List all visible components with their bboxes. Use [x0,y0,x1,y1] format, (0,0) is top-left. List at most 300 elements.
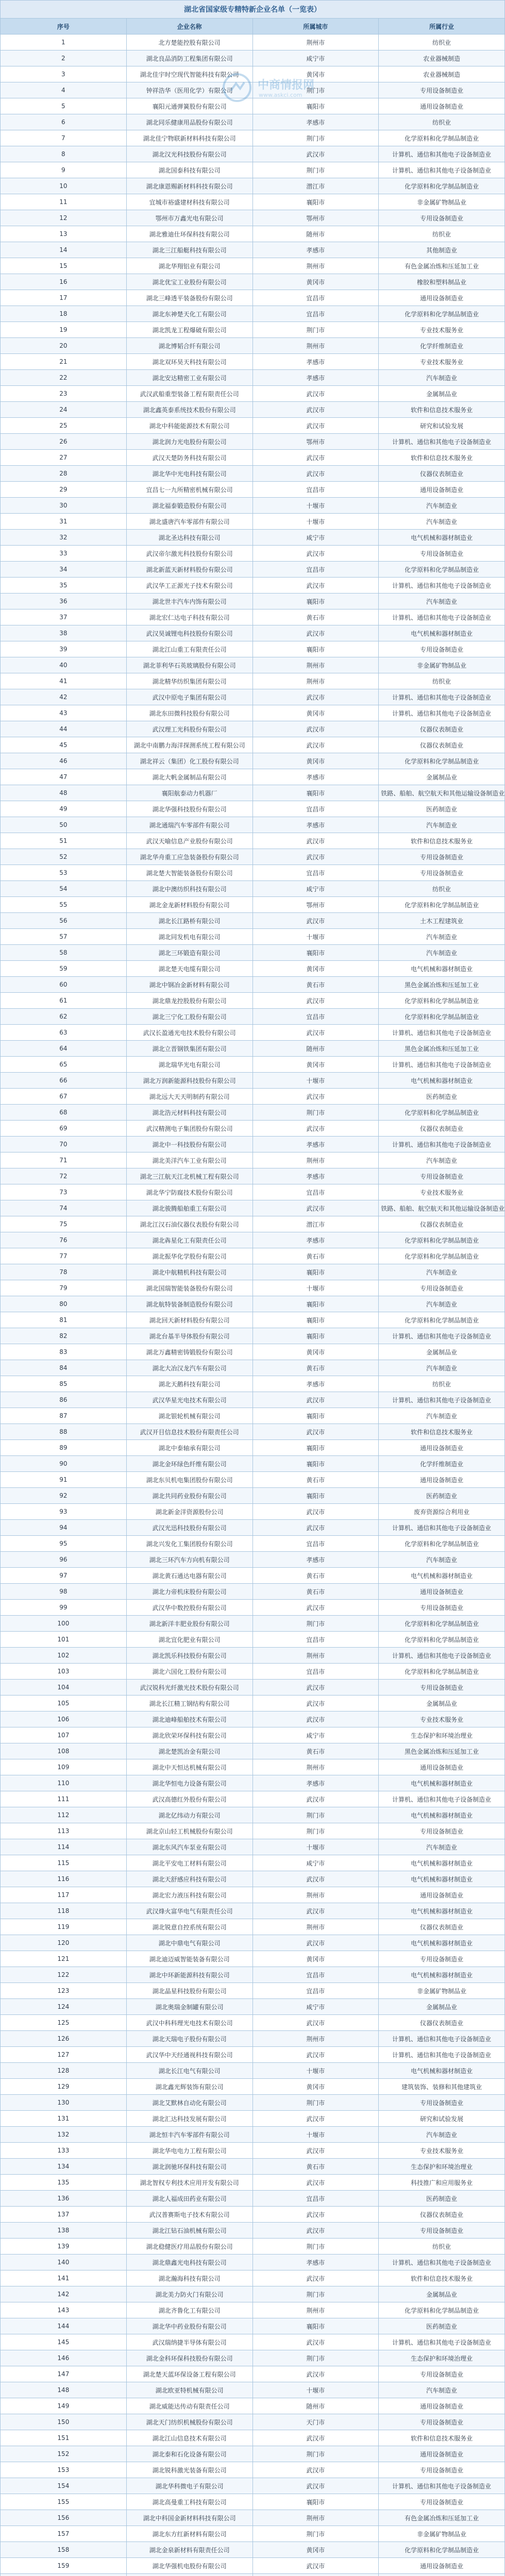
cell-company-name: 湖北三峰透平装备股份有限公司 [126,290,252,306]
table-row [1,2063,505,2079]
cell-city: 咸宁市 [252,1727,379,1743]
cell-industry: 专用设备制造业 [379,2366,505,2382]
table-row [1,1983,505,1999]
cell-industry: 研究和试验发展 [379,2111,505,2127]
cell-city: 武汉市 [252,546,379,562]
cell-index: 126 [1,2031,127,2047]
cell-city: 武汉市 [252,1504,379,1520]
cell-index: 80 [1,1296,127,1312]
cell-industry: 黑色金属冶炼和压延加工业 [379,1743,505,1759]
cell-index: 46 [1,753,127,769]
cell-city: 宜昌市 [252,290,379,306]
cell-industry: 生态保护和环境治理业 [379,1727,505,1743]
cell-index: 36 [1,594,127,609]
cell-company-name: 湖北安达精密工业有限公司 [126,370,252,386]
cell-index: 15 [1,258,127,274]
table-row [1,210,505,226]
cell-city: 十堰市 [252,498,379,514]
cell-city: 武汉市 [252,2334,379,2350]
cell-company-name: 襄阳元通弹簧股份有限公司 [126,98,252,114]
cell-city: 荆州市 [252,2510,379,2526]
cell-industry: 橡胶和塑料制品业 [379,274,505,290]
cell-company-name: 武汉中科科理光电技术有限公司 [126,2015,252,2031]
cell-industry: 计算机、通信和其他电子设备制造业 [379,2255,505,2270]
cell-industry: 其他制造业 [379,242,505,258]
cell-index: 146 [1,2350,127,2366]
cell-city: 武汉市 [252,1680,379,1696]
cell-industry: 仪器仪表制造业 [379,1919,505,1935]
table-row [1,1344,505,1360]
table-row [1,546,505,562]
cell-index: 99 [1,1600,127,1616]
cell-city: 武汉市 [252,1935,379,1951]
table-row [1,306,505,322]
cell-company-name: 湖北中泰轴承有限公司 [126,1440,252,1456]
cell-company-name: 湖北黄石通达电器有限公司 [126,1568,252,1584]
cell-index: 120 [1,1935,127,1951]
cell-company-name: 湖北航特装备制造股份有限公司 [126,1296,252,1312]
cell-city: 荆州市 [252,657,379,673]
cell-industry: 电气机械和器材制造业 [379,1073,505,1089]
cell-city: 荆州市 [252,1887,379,1903]
cell-city: 武汉市 [252,2047,379,2063]
cell-city: 咸宁市 [252,1999,379,2015]
cell-industry: 专用设备制造业 [379,1951,505,1967]
cell-index: 60 [1,977,127,993]
table-row [1,418,505,434]
cell-city: 武汉市 [252,1711,379,1727]
cell-index: 81 [1,1312,127,1328]
cell-company-name: 湖北六国化工股份有限公司 [126,1664,252,1680]
table-row [1,2494,505,2510]
cell-company-name: 湖北瀚海科技有限公司 [126,2270,252,2286]
cell-index: 21 [1,354,127,370]
cell-city: 武汉市 [252,402,379,418]
cell-industry: 仪器仪表制造业 [379,737,505,753]
cell-company-name: 湖北圣达科技有限公司 [126,530,252,546]
table-row [1,2350,505,2366]
cell-industry: 计算机、通信和其他电子设备制造业 [379,609,505,625]
cell-industry: 计算机、通信和其他电子设备制造业 [379,1791,505,1807]
cell-company-name: 湖北天门纺织机械股份有限公司 [126,2414,252,2430]
cell-industry: 计算机、通信和其他电子设备制造业 [379,2478,505,2494]
cell-index: 50 [1,817,127,833]
cell-index: 129 [1,2079,127,2095]
cell-company-name: 北方楚能控股有限公司 [126,35,252,50]
table-row [1,785,505,801]
cell-company-name: 湖北人福成田药业有限公司 [126,2191,252,2207]
table-row [1,1137,505,1153]
table-row [1,993,505,1009]
cell-index: 78 [1,1264,127,1280]
cell-company-name: 湖北长江路桥有限公司 [126,913,252,929]
cell-city: 武汉市 [252,625,379,641]
table-row [1,562,505,578]
cell-city: 武汉市 [252,1696,379,1711]
cell-industry: 计算机、通信和其他电子设备制造业 [379,434,505,450]
cell-index: 135 [1,2175,127,2191]
table-row [1,1041,505,1057]
table-row [1,881,505,897]
cell-index: 89 [1,1440,127,1456]
table-header-row [1,19,505,35]
cell-company-name: 湖北华中药业股份有限公司 [126,2318,252,2334]
cell-industry: 研究和试验发展 [379,418,505,434]
cell-index: 69 [1,1121,127,1137]
table-row [1,2574,505,2576]
cell-city: 武汉市 [252,450,379,466]
cell-city: 宜昌市 [252,562,379,578]
cell-company-name: 湖北华中光电科技有限公司 [126,466,252,482]
cell-industry: 化学原料和化学制品制造业 [379,2542,505,2558]
cell-company-name: 湖北精华纺织集团有限公司 [126,673,252,689]
cell-industry: 软件和信息技术服务业 [379,450,505,466]
cell-industry: 化学原料和化学制品制造业 [379,306,505,322]
table-row [1,1376,505,1392]
cell-city: 武汉市 [252,1089,379,1105]
table-row [1,2159,505,2175]
cell-industry: 软件和信息技术服务业 [379,2430,505,2446]
table-row [1,450,505,466]
table-row [1,1664,505,1680]
cell-index: 61 [1,993,127,1009]
cell-city: 荆门市 [252,2526,379,2542]
cell-city: 武汉市 [252,2462,379,2478]
cell-index: 19 [1,322,127,338]
cell-index: 94 [1,1520,127,1536]
cell-industry: 专用设备制造业 [379,546,505,562]
table-row [1,1568,505,1584]
cell-industry: 专用设备制造业 [379,1600,505,1616]
cell-city: 武汉市 [252,2143,379,2159]
cell-company-name: 湖北智权专利技术应用开发有限公司 [126,2175,252,2191]
cell-index: 5 [1,98,127,114]
cell-index: 58 [1,945,127,961]
cell-city: 十堰市 [252,2382,379,2398]
cell-index: 10 [1,178,127,194]
cell-industry: 农业器械制造 [379,50,505,66]
cell-industry: 计算机、通信和其他电子设备制造业 [379,1392,505,1408]
cell-index: 124 [1,1999,127,2015]
cell-index: 41 [1,673,127,689]
cell-industry: 汽车制造业 [379,498,505,514]
cell-industry: 化学纤维制造业 [379,1456,505,1472]
cell-industry: 通用设备制造业 [379,2398,505,2414]
cell-industry: 化学原料和化学制品制造业 [379,1312,505,1328]
cell-industry: 计算机、通信和其他电子设备制造业 [379,1137,505,1153]
cell-city: 武汉市 [252,386,379,402]
cell-city: 孝感市 [252,1552,379,1568]
cell-company-name: 湖北楚凯冶金有限公司 [126,1743,252,1759]
table-row [1,2111,505,2127]
cell-index: 123 [1,1983,127,1999]
cell-city: 孝感市 [252,242,379,258]
cell-index: 96 [1,1552,127,1568]
cell-company-name: 湖北大帆金属制品有限公司 [126,769,252,785]
cell-city: 荆州市 [252,2031,379,2047]
cell-industry: 专用设备制造业 [379,641,505,657]
cell-company-name: 武汉帝尔激光科技股份有限公司 [126,546,252,562]
table-title: 湖北省国家级专精特新企业名单（一览表） [1,1,505,19]
cell-company-name: 武汉开目信息技术股份有限责任公司 [126,1424,252,1440]
cell-index: 114 [1,1839,127,1855]
cell-index: 100 [1,1616,127,1632]
cell-index: 105 [1,1696,127,1711]
cell-company-name: 湖北佳宇时空现代智能科技有限公司 [126,66,252,82]
cell-index: 92 [1,1488,127,1504]
cell-index: 93 [1,1504,127,1520]
cell-index: 151 [1,2430,127,2446]
cell-company-name: 武汉普赛斯电子技术有限公司 [126,2207,252,2223]
cell-index: 43 [1,705,127,721]
cell-index: 73 [1,1184,127,1200]
cell-industry: 专用设备制造业 [379,849,505,865]
cell-index: 98 [1,1584,127,1600]
cell-city: 黄石市 [252,1743,379,1759]
cell-industry: 汽车制造业 [379,2127,505,2143]
cell-company-name: 湖北华舟重工应急装备股份有限公司 [126,849,252,865]
cell-industry: 化学纤维制造业 [379,338,505,354]
table-row [1,434,505,450]
cell-industry: 汽车制造业 [379,1264,505,1280]
table-row [1,258,505,274]
cell-company-name: 鄂州市万鑫光电有限公司 [126,210,252,226]
cell-industry: 软件和信息技术服务业 [379,402,505,418]
cell-company-name: 湖北优宝工业股份有限公司 [126,274,252,290]
cell-index: 106 [1,1711,127,1727]
cell-company-name: 湖北金龙新材料股份有限公司 [126,897,252,913]
cell-city: 潜江市 [252,178,379,194]
cell-city: 宜昌市 [252,1536,379,1552]
table-row [1,354,505,370]
cell-index: 138 [1,2223,127,2239]
cell-company-name: 湖北天舒感应科技有限公司 [126,1871,252,1887]
cell-city: 十堰市 [252,1280,379,1296]
table-row [1,1711,505,1727]
table-row [1,1600,505,1616]
cell-index: 121 [1,1951,127,1967]
cell-company-name: 湖北新蓝天新材料股份有限公司 [126,562,252,578]
cell-city: 宜昌市 [252,1983,379,1999]
cell-index: 82 [1,1328,127,1344]
cell-company-name: 湖北泰和石化设备有限公司 [126,2446,252,2462]
table-row [1,817,505,833]
cell-city: 荆门市 [252,2286,379,2302]
cell-city: 荆门市 [252,2446,379,2462]
cell-index: 147 [1,2366,127,2382]
column-header-name: 企业名称 [126,19,252,35]
cell-industry: 汽车制造业 [379,1153,505,1168]
cell-industry: 纺织业 [379,35,505,50]
table-row [1,2366,505,2382]
cell-industry: 非金属矿物制品业 [379,2526,505,2542]
table-row [1,386,505,402]
cell-index: 6 [1,114,127,130]
cell-industry: 计算机、通信和其他电子设备制造业 [379,1648,505,1664]
cell-city: 荆门市 [252,162,379,178]
cell-index: 65 [1,1057,127,1073]
cell-city: 武汉市 [252,1600,379,1616]
cell-industry: 通用设备制造业 [379,1584,505,1600]
cell-index: 125 [1,2015,127,2031]
cell-index: 127 [1,2047,127,2063]
cell-city: 襄阳市 [252,2318,379,2334]
cell-city: 武汉市 [252,721,379,737]
cell-industry: 通用设备制造业 [379,1759,505,1775]
cell-industry: 计算机、通信和其他电子设备制造业 [379,2334,505,2350]
table-row [1,1121,505,1137]
cell-industry: 仪器仪表制造业 [379,2015,505,2031]
cell-company-name: 湖北菲利华石英玻璃股份有限公司 [126,657,252,673]
cell-industry: 专用设备制造业 [379,82,505,98]
cell-industry: 纺织业 [379,2239,505,2255]
cell-city: 黄冈市 [252,1057,379,1073]
table-row [1,1200,505,1216]
table-row [1,1025,505,1041]
cell-company-name: 武汉理工光科股份有限公司 [126,721,252,737]
cell-city: 黄石市 [252,1584,379,1600]
cell-index: 48 [1,785,127,801]
cell-industry: 通用设备制造业 [379,290,505,306]
table-row [1,2127,505,2143]
table-row [1,673,505,689]
cell-city: 黄冈市 [252,2542,379,2558]
cell-city: 武汉市 [252,2175,379,2191]
table-row [1,1632,505,1648]
cell-index: 116 [1,1871,127,1887]
cell-industry: 专用设备制造业 [379,2414,505,2430]
cell-industry: 有色金属冶炼和压延加工业 [379,2510,505,2526]
cell-company-name: 湖北宜化肥业有限公司 [126,1632,252,1648]
cell-industry: 通用设备制造业 [379,1440,505,1456]
cell-index: 17 [1,290,127,306]
table-row [1,146,505,162]
cell-index: 3 [1,66,127,82]
table-row [1,1089,505,1105]
cell-industry: 软件和信息技术服务业 [379,2270,505,2286]
cell-industry: 化学原料和化学制品制造业 [379,2302,505,2318]
table-row [1,1855,505,1871]
cell-company-name: 湖北瑞华光电有限公司 [126,1057,252,1073]
cell-company-name: 湖北中一科技股份有限公司 [126,1137,252,1153]
cell-index: 95 [1,1536,127,1552]
cell-company-name: 宜城市裕盛建材科技有限公司 [126,194,252,210]
cell-company-name: 湖北长江电气有限公司 [126,2063,252,2079]
cell-index: 109 [1,1759,127,1775]
cell-city: 武汉市 [252,1025,379,1041]
table-row [1,1680,505,1696]
table-row [1,578,505,594]
column-header-index: 序号 [1,19,127,35]
cell-index: 139 [1,2239,127,2255]
cell-company-name: 武汉华中天经通视科技有限公司 [126,2047,252,2063]
cell-city: 黄冈市 [252,1344,379,1360]
cell-industry: 纺织业 [379,226,505,242]
table-row [1,1216,505,1232]
cell-industry: 专业技术服务业 [379,322,505,338]
cell-company-name: 湖北鼎龙控股股份有限公司 [126,993,252,1009]
cell-industry: 汽车制造业 [379,1296,505,1312]
cell-city: 宜昌市 [252,482,379,498]
cell-index: 27 [1,450,127,466]
cell-company-name: 湖北天瑞电子股份有限公司 [126,2031,252,2047]
cell-index: 67 [1,1089,127,1105]
cell-city: 武汉市 [252,1200,379,1216]
table-row [1,2207,505,2223]
watermark-url: www.askci.com [259,92,302,98]
cell-company-name: 湖北远大天天明制药有限公司 [126,1089,252,1105]
cell-industry: 计算机、通信和其他电子设备制造业 [379,1025,505,1041]
cell-company-name: 湖北同乐健康用品股份有限公司 [126,114,252,130]
cell-city: 宜昌市 [252,1632,379,1648]
cell-company-name: 湖北万润新能源科技股份有限公司 [126,1073,252,1089]
cell-city: 武汉市 [252,1392,379,1408]
table-row [1,1839,505,1855]
table-row [1,322,505,338]
cell-index: 1 [1,35,127,50]
cell-index: 118 [1,1903,127,1919]
cell-industry: 黑色金属冶炼和压延加工业 [379,977,505,993]
table-row [1,849,505,865]
cell-company-name: 湖北锐意自控系统有限公司 [126,1919,252,1935]
cell-industry: 金属制品业 [379,2286,505,2302]
cell-company-name: 襄阳航泰动力机器厂 [126,785,252,801]
cell-city: 荆州市 [252,338,379,354]
cell-city: 武汉市 [252,2558,379,2574]
table-row [1,290,505,306]
cell-index: 38 [1,625,127,641]
cell-company-name: 湖北福泰锻造股份有限公司 [126,498,252,514]
cell-company-name: 湖北中钢冶金新材料有限公司 [126,977,252,993]
cell-company-name: 武汉瑞纳捷半导体有限公司 [126,2334,252,2350]
cell-company-name: 湖北华科微电子有限公司 [126,2478,252,2494]
table-row [1,2446,505,2462]
cell-company-name: 湖北欣荣环保科技有限公司 [126,1727,252,1743]
cell-industry: 汽车制造业 [379,594,505,609]
cell-city: 武汉市 [252,833,379,849]
cell-index: 117 [1,1887,127,1903]
cell-industry: 有色金属冶炼和压延加工业 [379,258,505,274]
cell-city: 孝感市 [252,1376,379,1392]
cell-company-name: 湖北凯乐科技股份有限公司 [126,1648,252,1664]
cell-city: 十堰市 [252,929,379,945]
cell-index: 91 [1,1472,127,1488]
cell-city: 孝感市 [252,354,379,370]
cell-industry: 仪器仪表制造业 [379,1216,505,1232]
cell-industry: 非金属矿物制品业 [379,194,505,210]
table-row [1,2462,505,2478]
cell-industry: 金属制品业 [379,1696,505,1711]
table-row [1,801,505,817]
cell-company-name: 湖北东贝机电集团股份有限公司 [126,1472,252,1488]
cell-industry: 金属制品业 [379,1999,505,2015]
cell-company-name: 湖北犇星化工有限责任公司 [126,1232,252,1248]
cell-industry: 专用设备制造业 [379,1680,505,1696]
cell-index: 8 [1,146,127,162]
cell-company-name: 湖北华恒电力设备有限公司 [126,1775,252,1791]
cell-index: 115 [1,1855,127,1871]
table-row [1,2334,505,2350]
cell-industry: 仪器仪表制造业 [379,721,505,737]
cell-industry: 医药制造业 [379,1488,505,1504]
cell-company-name: 武汉光迅科技股份有限公司 [126,1520,252,1536]
cell-company-name: 湖北雅迪仕环保科技有限公司 [126,226,252,242]
cell-company-name: 湖北楚天电缆有限公司 [126,961,252,977]
cell-industry: 纺织业 [379,114,505,130]
cell-index: 37 [1,609,127,625]
table-body [1,1,505,2576]
cell-city: 随州市 [252,1041,379,1057]
